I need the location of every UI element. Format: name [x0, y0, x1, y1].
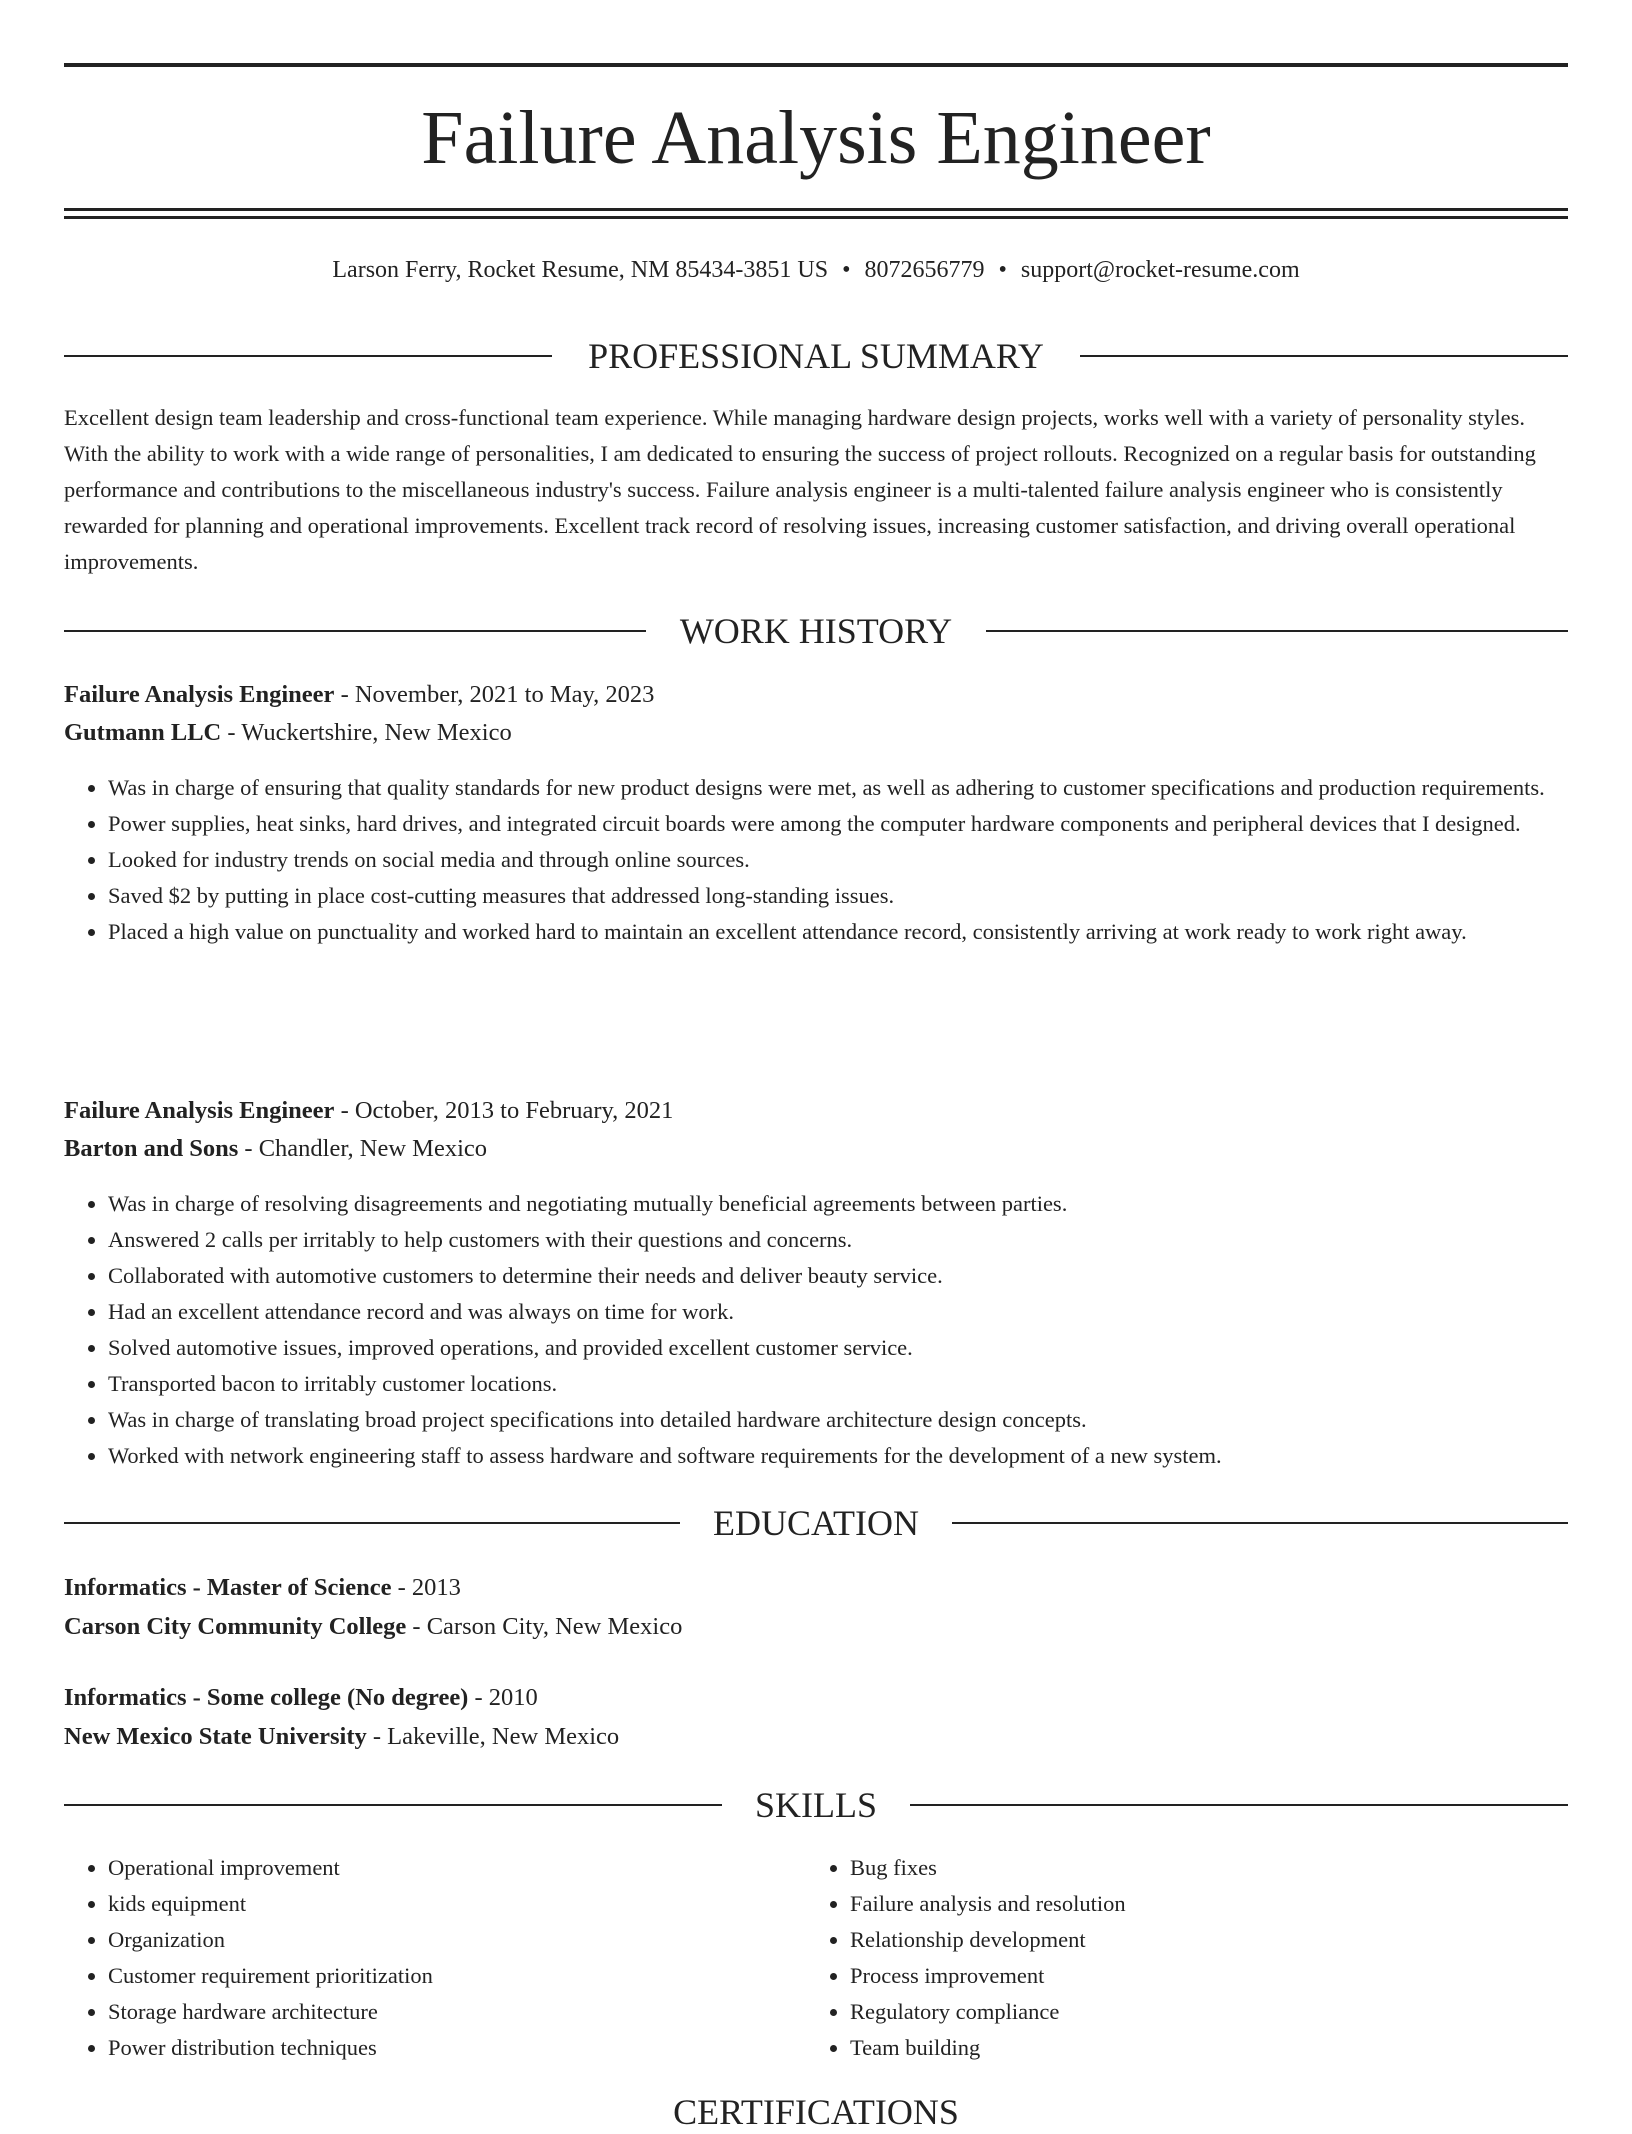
education-degree-line — [64, 1681, 1568, 1715]
job-bullet: • Worked with network engineering staff to assess hardware and software requirements for the development of a new system. — [108, 1438, 1612, 1474]
certifications-section-header — [64, 2090, 1568, 2134]
job-bullet: • Placed a high value on punctuality and worked hard to maintain an excellent attendance record, consistently arriving at work ready to work right away. — [108, 914, 1612, 950]
skill-item: • Team building — [850, 2030, 1540, 2066]
job-bullet: • Answered 2 calls per irritably to help customers with their questions and concerns. — [108, 1222, 1612, 1258]
job-company-line — [64, 1132, 1568, 1166]
job-bullet: • Saved $2 by putting in place cost-cutting measures that addressed long-standing issues. — [108, 878, 1612, 914]
job-location: - Chandler, New Mexico — [238, 1135, 488, 1162]
summary-text: Excellent design team leadership and cross-functional team experience. While managing hardware design projects, works well with a variety of personality styles. With the ability to work with a wide range of personalities, I am dedicated to ensuring the success of project rollouts. Recognized on a regular basis for outstanding performance and contributions to the miscellaneous industry's success. Failure analysis engineer is a multi-talented failure analysis engineer who is consistently rewarded for planning and operational improvements. Excellent track record of resolving issues, increasing customer satisfaction, and driving overall operational improvements. — [64, 405, 1536, 574]
job-title-line — [64, 1094, 1568, 1128]
job-company: Barton and Sons — [64, 1135, 239, 1162]
education-heading: EDUCATION — [713, 1503, 919, 1543]
skills-heading: SKILLS — [754, 1785, 877, 1825]
skill-item: • Organization — [108, 1922, 798, 1958]
job-bullets — [64, 770, 1612, 950]
job-bullet: • Power supplies, heat sinks, hard drives, and integrated circuit boards were among the computer hardware components and peripheral devices that I designed. — [108, 806, 1612, 842]
title-rule-upper — [64, 208, 1568, 211]
education-school-line — [64, 1610, 1568, 1644]
section-rule-right — [952, 1522, 1568, 1524]
skill-item: • Process improvement — [850, 1958, 1540, 1994]
job-location: - Wuckertshire, New Mexico — [221, 719, 512, 746]
skills-list-left — [64, 1850, 798, 2066]
summary-heading: PROFESSIONAL SUMMARY — [588, 336, 1044, 376]
section-rule-right — [910, 1804, 1568, 1806]
skill-item: • Customer requirement prioritization — [108, 1958, 798, 1994]
job-bullet: • Was in charge of translating broad project specifications into detailed hardware architecture design concepts. — [108, 1402, 1612, 1438]
job-title: Failure Analysis Engineer — [64, 1097, 335, 1124]
section-rule-right — [1080, 355, 1568, 357]
job-bullets — [64, 1186, 1612, 1474]
education-location: - Lakeville, New Mexico — [366, 1723, 620, 1750]
section-rule-right — [986, 630, 1568, 632]
work-heading: WORK HISTORY — [679, 611, 953, 651]
job-bullet: • Collaborated with automotive customers to determine their needs and deliver beauty service. — [108, 1258, 1612, 1294]
education-school-line — [64, 1720, 1568, 1754]
skill-item: • Storage hardware architecture — [108, 1994, 798, 2030]
skill-item: • Failure analysis and resolution — [850, 1886, 1540, 1922]
contact-line — [64, 254, 1568, 286]
skill-item: • Relationship development — [850, 1922, 1540, 1958]
job-dates: - November, 2021 to May, 2023 — [334, 681, 655, 708]
job-bullet: • Transported bacon to irritably customer locations. — [108, 1366, 1612, 1402]
education-degree: Informatics - Some college (No degree) — [64, 1684, 469, 1711]
education-school: New Mexico State University — [64, 1723, 367, 1750]
contact-separator: • — [842, 257, 851, 283]
contact-email: support@rocket-resume.com — [1020, 257, 1300, 283]
job-bullet: • Had an excellent attendance record and was always on time for work. — [108, 1294, 1612, 1330]
job-company: Gutmann LLC — [64, 719, 222, 746]
summary-section-header — [64, 334, 1568, 378]
contact-separator: • — [998, 257, 1007, 283]
skills-section-header — [64, 1783, 1568, 1827]
education-section-header — [64, 1501, 1568, 1545]
job-title-line — [64, 678, 1568, 712]
job-bullet: • Was in charge of ensuring that quality standards for new product designs were met, as well as adhering to customer specifications and production requirements. — [108, 770, 1612, 806]
skill-item: • Operational improvement — [108, 1850, 798, 1886]
resume-title: Failure Analysis Engineer — [421, 96, 1211, 180]
job-bullet: • Was in charge of resolving disagreements and negotiating mutually beneficial agreements between parties. — [108, 1186, 1612, 1222]
skill-item: • Bug fixes — [850, 1850, 1540, 1886]
top-rule — [64, 63, 1568, 67]
education-school: Carson City Community College — [64, 1613, 407, 1640]
skill-item: • Regulatory compliance — [850, 1994, 1540, 2030]
work-section-header — [64, 609, 1568, 653]
job-bullet: • Solved automotive issues, improved operations, and provided excellent customer service. — [108, 1330, 1612, 1366]
title-rule-lower — [64, 216, 1568, 219]
job-dates: - October, 2013 to February, 2021 — [334, 1097, 674, 1124]
job-bullet: • Looked for industry trends on social media and through online sources. — [108, 842, 1612, 878]
certifications-heading: CERTIFICATIONS — [673, 2092, 959, 2132]
job-title: Failure Analysis Engineer — [64, 681, 335, 708]
education-year: - 2013 — [391, 1574, 461, 1601]
skills-list-right — [806, 1850, 1540, 2066]
education-degree-line — [64, 1571, 1568, 1605]
education-location: - Carson City, New Mexico — [406, 1613, 683, 1640]
contact-address: Larson Ferry, Rocket Resume, NM 85434-3851 US — [332, 257, 829, 283]
contact-phone: 8072656779 — [864, 257, 985, 283]
education-degree: Informatics - Master of Science — [64, 1574, 392, 1601]
skill-item: • kids equipment — [108, 1886, 798, 1922]
education-year: - 2010 — [468, 1684, 538, 1711]
skill-item: • Power distribution techniques — [108, 2030, 798, 2066]
job-company-line — [64, 716, 1568, 750]
